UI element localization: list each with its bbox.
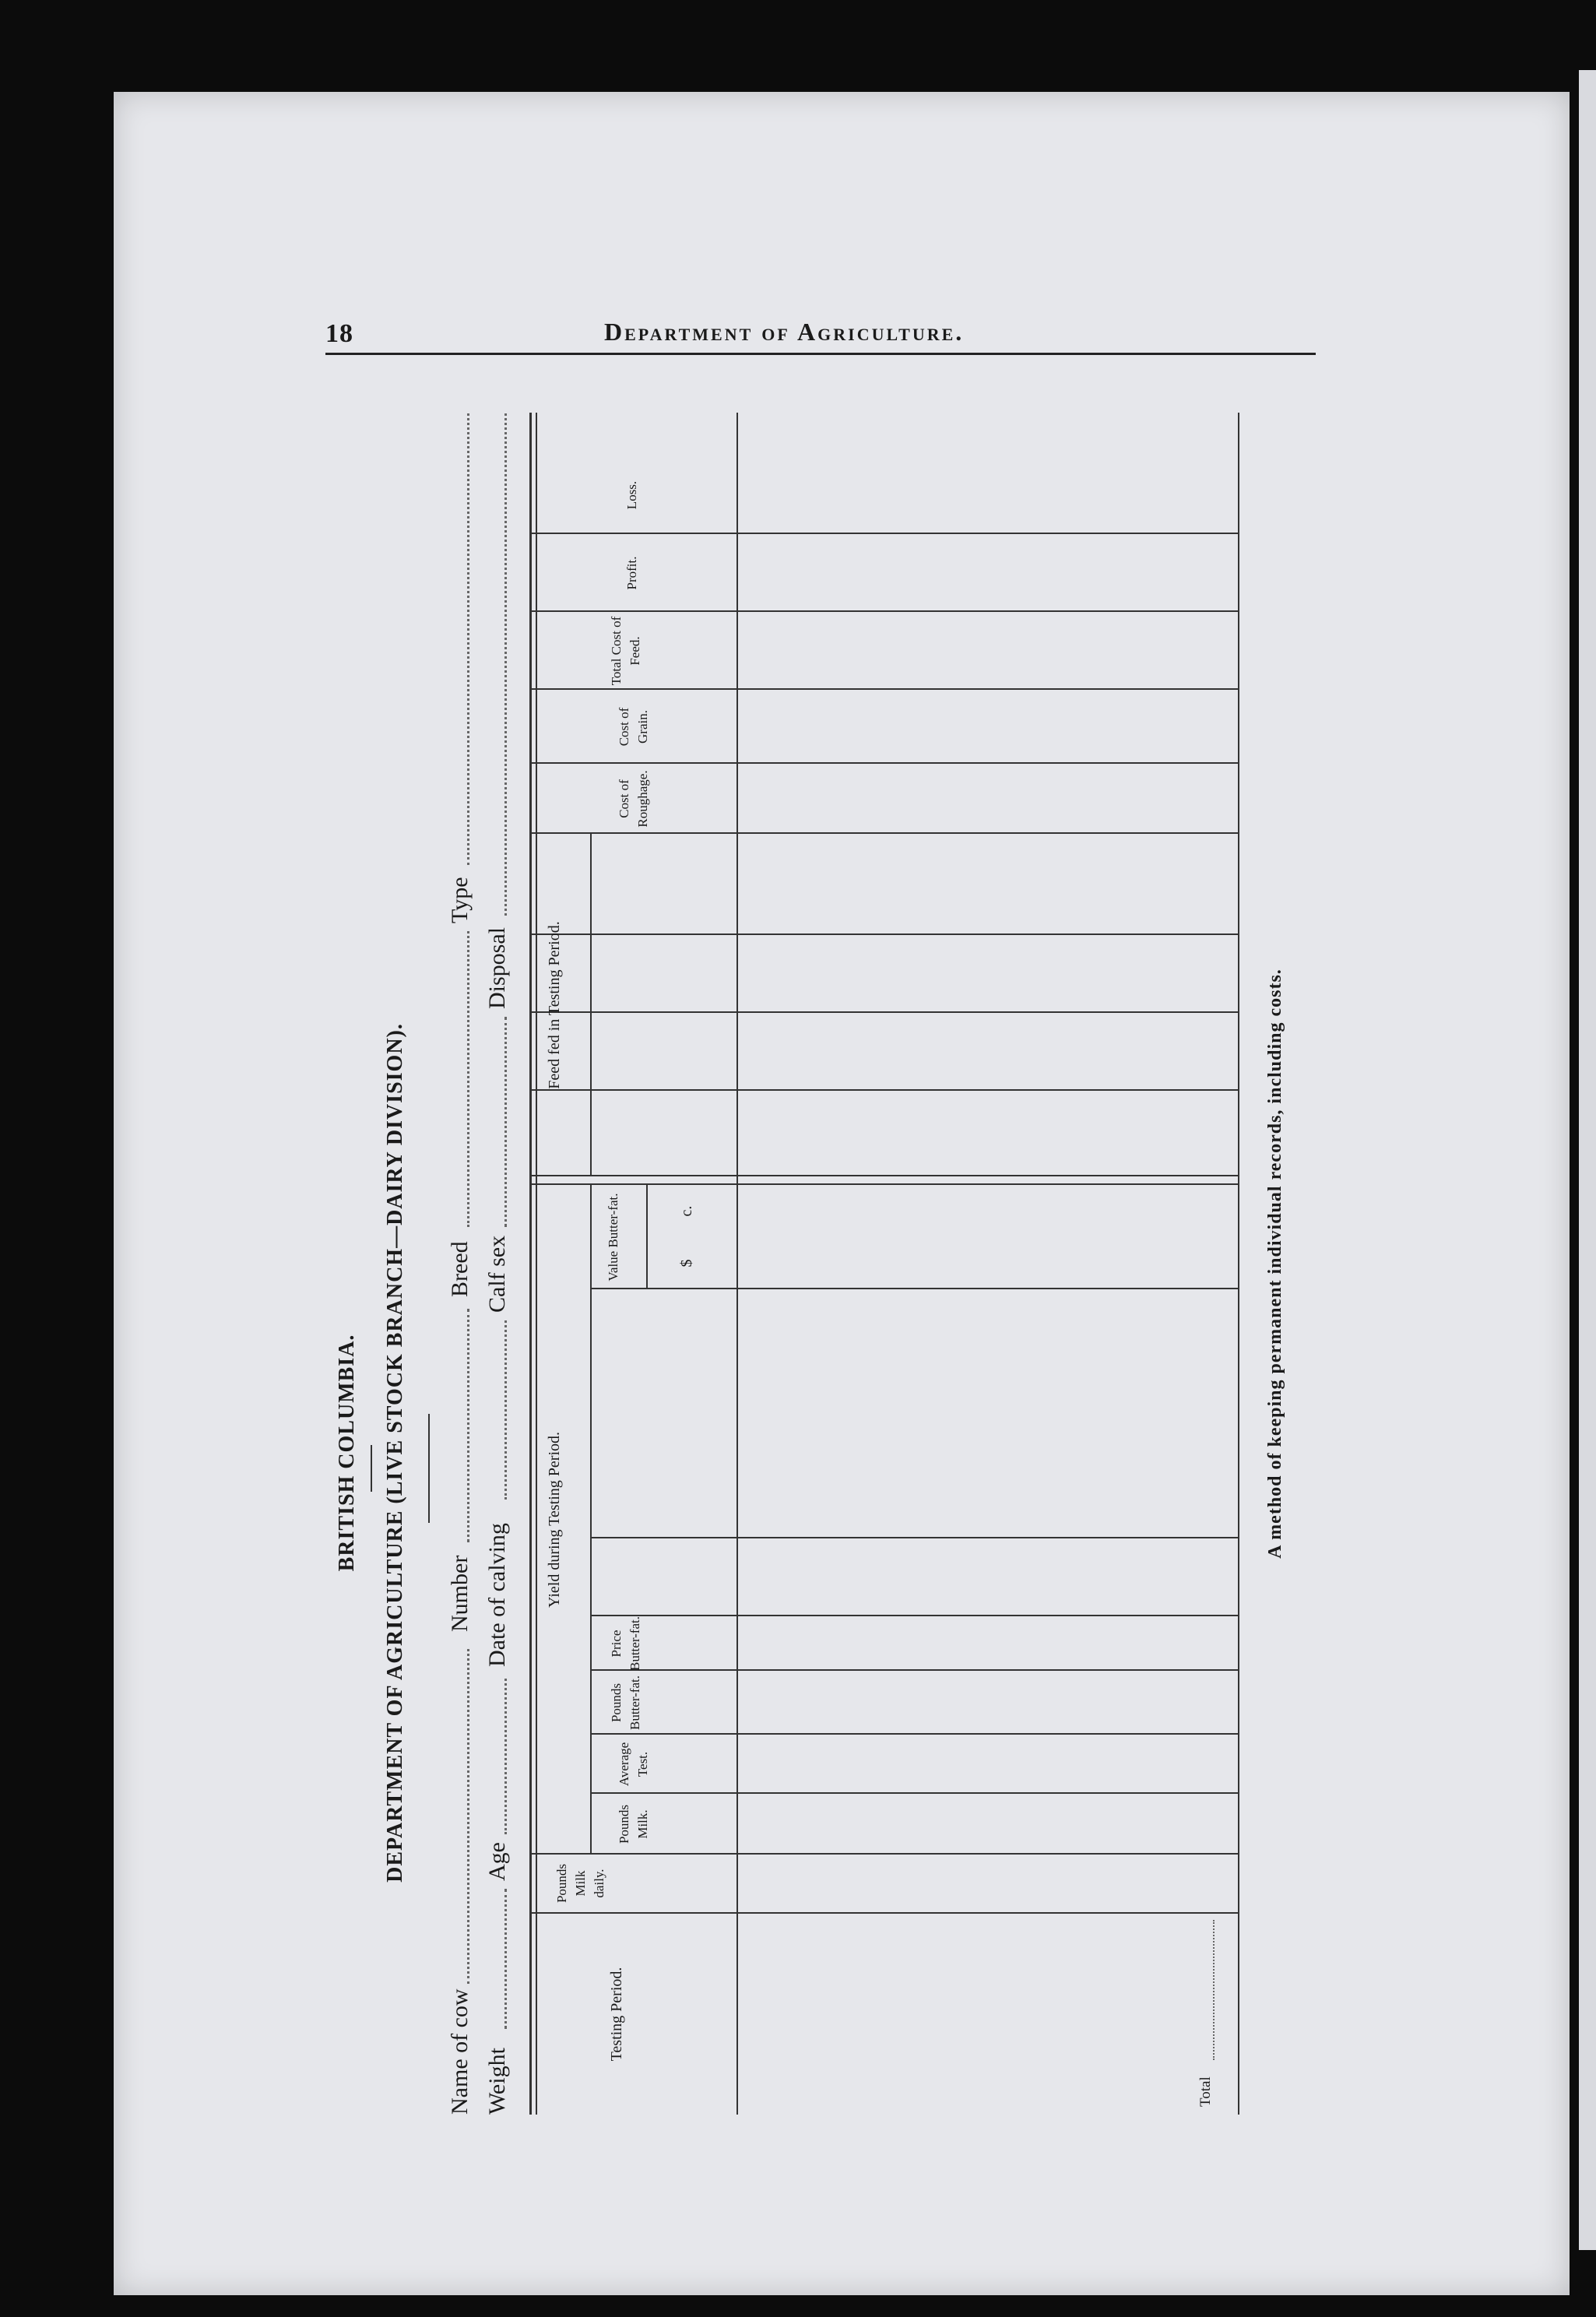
value-sub-rule [646, 1185, 648, 1289]
col-pounds-butter-fat: Pounds Butter-fat. [609, 1675, 642, 1730]
col-sep [529, 1183, 1238, 1185]
fill-weight[interactable] [504, 1889, 507, 2029]
feed-group-rule [590, 834, 592, 1176]
title-rule [428, 1414, 430, 1523]
next-page-edge [1579, 70, 1596, 2250]
col-pounds-milk: Pounds Milk. [617, 1804, 650, 1844]
col-cost-grain: Cost of Grain. [617, 707, 650, 747]
col-pounds-milk-daily: Pounds Milk daily. [554, 1863, 606, 1904]
col-cost-roughage: Cost of Roughage. [617, 770, 650, 828]
label-number: Number [447, 1555, 473, 1632]
fill-calf-sex[interactable] [504, 1017, 507, 1227]
col-sep [590, 1537, 1238, 1538]
table-bottom-rule [1238, 413, 1239, 2115]
col-price-butter-fat: Price Butter-fat. [609, 1616, 642, 1671]
fill-disposal[interactable] [504, 413, 507, 916]
total-label: Total [1197, 2076, 1214, 2107]
col-sep [529, 1011, 1238, 1013]
col-average-test: Average Test. [617, 1742, 650, 1787]
fill-number[interactable] [467, 1309, 469, 1542]
col-sep [590, 1615, 1238, 1616]
label-age: Age [484, 1842, 510, 1881]
yield-group-header: Yield during Testing Period. [546, 1432, 563, 1608]
record-table [529, 413, 1246, 2115]
label-name-of-cow: Name of cow [447, 1988, 473, 2115]
feed-group-header: Feed fed in Testing Period. [546, 921, 563, 1089]
header-bottom-rule [736, 413, 738, 2115]
page-number: 18 [325, 319, 353, 348]
col-value-cents: c. [678, 1205, 695, 1217]
col-testing-period: Testing Period. [608, 1967, 625, 2062]
col-loss: Loss. [624, 480, 639, 510]
total-fill[interactable] [1213, 1920, 1215, 2060]
table-top-rule [529, 413, 532, 2115]
table-top-rule-2 [536, 413, 537, 2115]
col-sep [529, 1089, 1238, 1091]
fill-type[interactable] [467, 413, 469, 865]
col-value-dollars: $ [678, 1259, 695, 1267]
fill-name-of-cow[interactable] [467, 1649, 469, 1984]
col-value-butter-fat: Value Butter-fat. [606, 1193, 620, 1282]
form-title-department: DEPARTMENT OF AGRICULTURE (LIVE STOCK BRANCH—DAIRY DIVISION). [383, 1023, 407, 1883]
label-disposal: Disposal [484, 927, 510, 1009]
label-weight: Weight [484, 2048, 510, 2115]
title-dash [371, 1445, 372, 1492]
form-caption: A method of keeping permanent individual records, including costs. [1265, 969, 1285, 1559]
col-profit: Profit. [624, 556, 639, 590]
running-head: Department of Agriculture. [604, 318, 965, 346]
col-sep [590, 1669, 1238, 1671]
label-type: Type [447, 877, 473, 923]
fill-date-of-calving[interactable] [504, 1320, 507, 1500]
col-sep [590, 1792, 1238, 1794]
label-date-of-calving: Date of calving [484, 1523, 510, 1667]
fill-age[interactable] [504, 1679, 507, 1834]
col-sep [529, 1912, 1238, 1914]
head-rule [325, 353, 1316, 355]
label-breed: Breed [447, 1241, 473, 1297]
fill-breed[interactable] [467, 931, 469, 1227]
form-title-province: BRITISH COLUMBIA. [335, 1334, 359, 1572]
col-sep [590, 1733, 1238, 1735]
rotated-form [319, 413, 1308, 2115]
col-sep [529, 933, 1238, 935]
field-row-2 [473, 596, 520, 2115]
yield-group-rule [590, 1185, 592, 1855]
col-sep [529, 1175, 1238, 1176]
col-total-cost-feed: Total Cost of Feed. [609, 616, 642, 686]
label-calf-sex: Calf sex [484, 1235, 510, 1313]
